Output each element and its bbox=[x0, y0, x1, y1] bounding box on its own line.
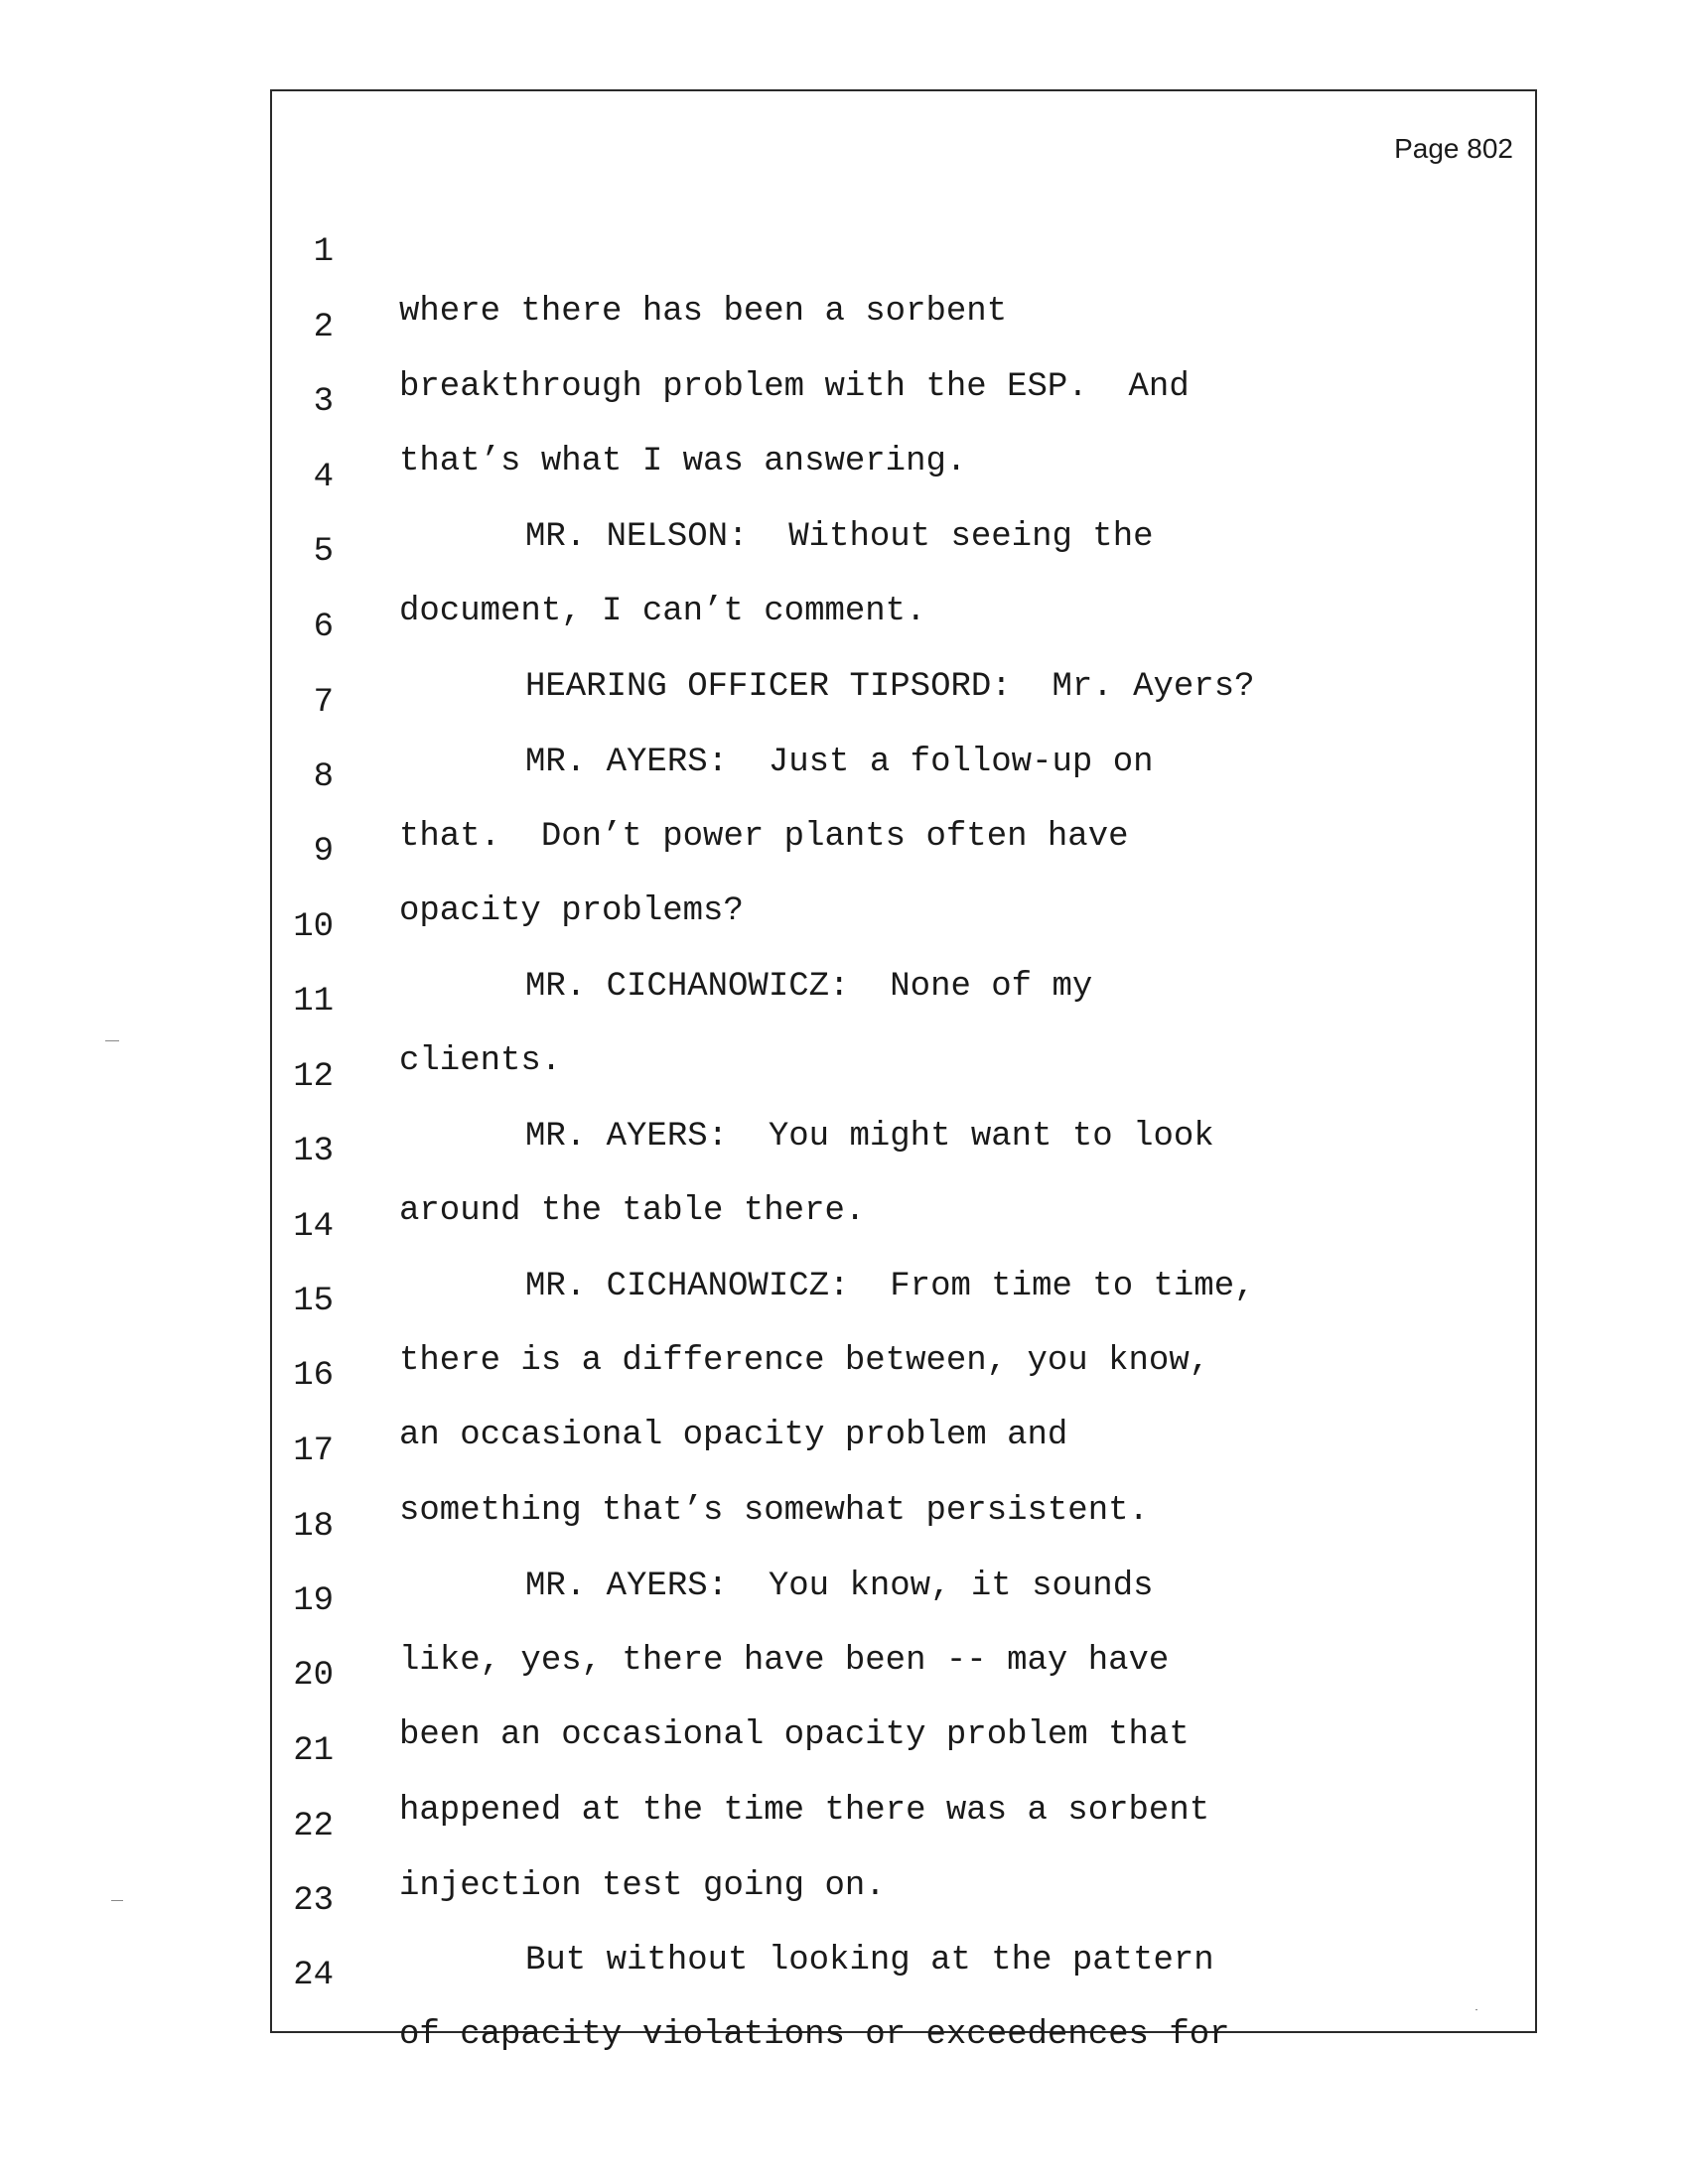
line-number: 1 bbox=[313, 233, 334, 271]
scan-speck bbox=[1475, 2009, 1477, 2010]
scan-speck bbox=[111, 1900, 123, 1901]
line-text: MR. CICHANOWICZ: From time to time, bbox=[525, 1268, 1255, 1305]
line-number: 13 bbox=[293, 1133, 334, 1170]
line-number: 17 bbox=[293, 1433, 334, 1470]
line-number: 2 bbox=[313, 309, 334, 346]
line-text: like, yes, there have been -- may have bbox=[399, 1642, 1170, 1680]
line-text: happened at the time there was a sorbent bbox=[399, 1792, 1210, 1830]
line-text: been an occasional opacity problem that bbox=[399, 1716, 1190, 1754]
line-number: 11 bbox=[293, 983, 334, 1021]
line-number: 7 bbox=[313, 684, 334, 722]
line-text: that’s what I was answering. bbox=[399, 443, 967, 480]
line-number: 6 bbox=[313, 609, 334, 646]
line-text: But without looking at the pattern bbox=[525, 1942, 1214, 1979]
scan-speck bbox=[105, 1040, 119, 1041]
line-number: 9 bbox=[313, 833, 334, 871]
line-number: 4 bbox=[313, 459, 334, 496]
line-text: breakthrough problem with the ESP. And bbox=[399, 368, 1190, 406]
line-number: 15 bbox=[293, 1283, 334, 1320]
transcript-line bbox=[272, 163, 1535, 331]
line-text: clients. bbox=[399, 1042, 562, 1080]
transcript-page bbox=[270, 89, 1537, 2054]
line-text: MR. AYERS: You know, it sounds bbox=[525, 1568, 1154, 1605]
line-number: 20 bbox=[293, 1657, 334, 1695]
line-number: 14 bbox=[293, 1208, 334, 1246]
line-text: HEARING OFFICER TIPSORD: Mr. Ayers? bbox=[525, 668, 1255, 706]
line-number: 19 bbox=[293, 1582, 334, 1620]
line-text: that. Don’t power plants often have bbox=[399, 818, 1129, 856]
line-text: injection test going on. bbox=[399, 1867, 886, 1905]
line-number: 5 bbox=[313, 533, 334, 571]
line-number: 21 bbox=[293, 1732, 334, 1770]
line-number: 12 bbox=[293, 1058, 334, 1096]
line-text: an occasional opacity problem and bbox=[399, 1417, 1068, 1454]
line-text: where there has been a sorbent bbox=[399, 293, 1008, 331]
line-number: 18 bbox=[293, 1508, 334, 1546]
line-number: 3 bbox=[313, 383, 334, 421]
line-text: of capacity violations or exceedences for bbox=[399, 2016, 1230, 2054]
line-number: 8 bbox=[313, 758, 334, 796]
line-number: 16 bbox=[293, 1357, 334, 1395]
page-number: Page 802 bbox=[1394, 133, 1513, 164]
line-text: document, I can’t comment. bbox=[399, 593, 926, 630]
line-text: MR. NELSON: Without seeing the bbox=[525, 518, 1154, 556]
line-number: 23 bbox=[293, 1882, 334, 1920]
line-number: 10 bbox=[293, 908, 334, 946]
line-text: something that’s somewhat persistent. bbox=[399, 1492, 1149, 1530]
line-text: opacity problems? bbox=[399, 892, 744, 930]
line-number: 22 bbox=[293, 1808, 334, 1845]
line-text: around the table there. bbox=[399, 1192, 866, 1230]
line-number: 24 bbox=[293, 1957, 334, 1994]
line-text: MR. CICHANOWICZ: None of my bbox=[525, 968, 1093, 1006]
line-text: MR. AYERS: Just a follow-up on bbox=[525, 744, 1154, 781]
line-text: MR. AYERS: You might want to look bbox=[525, 1118, 1214, 1156]
line-text: there is a difference between, you know, bbox=[399, 1342, 1210, 1380]
